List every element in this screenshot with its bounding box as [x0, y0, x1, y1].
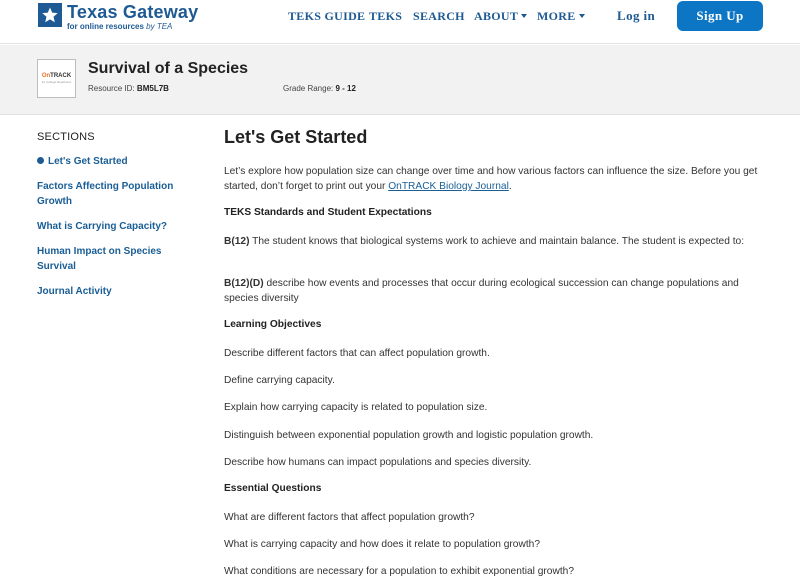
chevron-down-icon: [521, 14, 527, 18]
learning-objectives-heading: Learning Objectives: [224, 319, 322, 330]
nav-more[interactable]: MORE: [537, 9, 585, 24]
resource-header: [0, 45, 800, 115]
teks-b12d: B(12)(D) describe how events and processes that occur during ecological succession can change populations and species diversity: [224, 278, 739, 304]
texas-gateway-logo[interactable]: [38, 2, 198, 30]
objective-item: Define carrying capacity.: [224, 375, 335, 386]
sidebar-item-what-is-carrying-capacity[interactable]: What is Carrying Capacity?: [37, 221, 168, 232]
intro-paragraph: Let’s explore how population size can change over time and how various factors can influence the size. Before you get started, don’t forget to print out your OnTRACK Biology Journal.: [224, 166, 758, 192]
question-item: What conditions are necessary for a population to exhibit exponential growth?: [224, 566, 574, 577]
objective-item: Describe how humans can impact populations and species diversity.: [224, 457, 532, 468]
sidebar-item-journal-activity[interactable]: Journal Activity: [37, 286, 112, 297]
question-item: What are different factors that affect population growth?: [224, 512, 475, 523]
logo-subtitle: for online resources by TEA: [67, 22, 173, 31]
active-dot-icon: [37, 157, 44, 164]
login-link[interactable]: Log in: [617, 8, 656, 23]
resource-title: Survival of a Species: [88, 60, 249, 77]
sidebar-item-factors-affecting-population-growth[interactable]: Factors Affecting Population Growth: [37, 181, 174, 207]
nav-teks[interactable]: TEKS: [369, 9, 403, 23]
objective-item: Explain how carrying capacity is related to population size.: [224, 402, 488, 413]
question-item: What is carrying capacity and how does it relate to population growth?: [224, 539, 540, 550]
grade-range: Grade Range: 9 - 12: [283, 84, 356, 93]
ontrack-badge: OnTRACK for College Readiness: [37, 59, 76, 98]
teks-b12: B(12) The student knows that biological systems work to achieve and maintain balance. The student is expected to:: [224, 236, 745, 247]
top-navbar: [0, 0, 800, 44]
signup-button[interactable]: Sign Up: [677, 1, 763, 31]
sidebar-item-lets-get-started[interactable]: Let's Get Started: [37, 154, 197, 169]
nav-search[interactable]: SEARCH: [413, 9, 465, 23]
chevron-down-icon: [579, 14, 585, 18]
ontrack-journal-link[interactable]: OnTRACK Biology Journal: [388, 181, 509, 192]
essential-questions-heading: Essential Questions: [224, 483, 322, 494]
sidebar-item-human-impact[interactable]: Human Impact on Species Survival: [37, 246, 162, 272]
resource-id: Resource ID: BM5L7B: [88, 84, 169, 93]
sections-heading: SECTIONS: [37, 131, 95, 143]
star-icon: [38, 3, 62, 27]
nav-about[interactable]: ABOUT: [474, 9, 527, 24]
objective-item: Distinguish between exponential population growth and logistic population growth.: [224, 430, 594, 441]
nav-teks-guide[interactable]: TEKS GUIDE: [288, 9, 366, 23]
logo-title: Texas Gateway: [67, 2, 199, 22]
objective-item: Describe different factors that can affect population growth.: [224, 348, 490, 359]
teks-heading: TEKS Standards and Student Expectations: [224, 207, 432, 218]
page-title: Let's Get Started: [224, 127, 368, 147]
